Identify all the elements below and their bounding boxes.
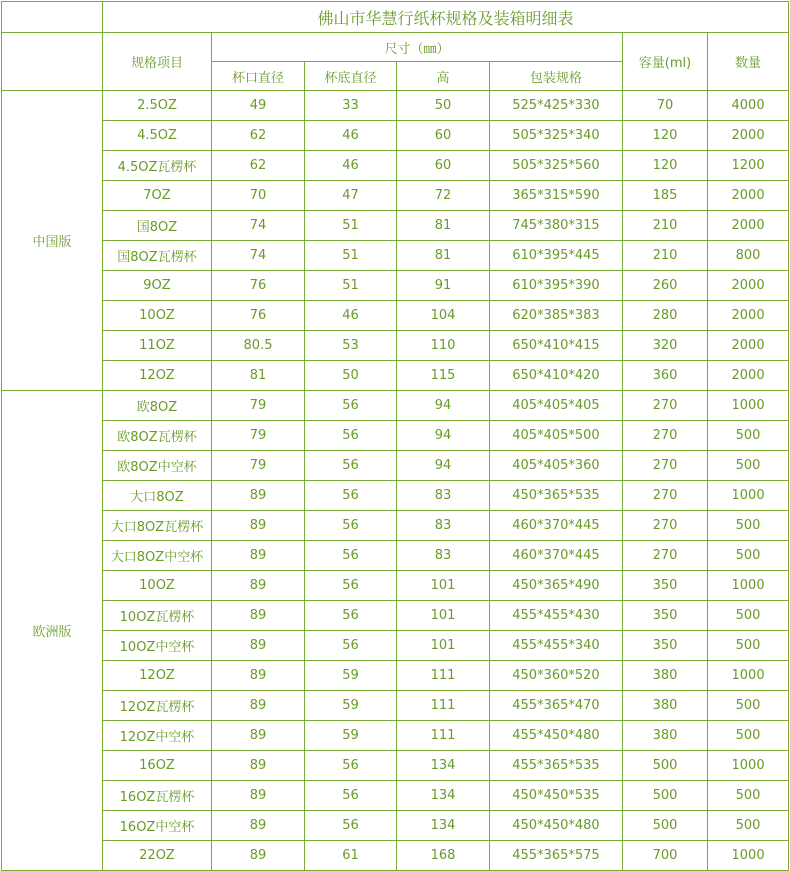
cell-packing: 405*405*500 [490,421,623,451]
cell-spec: 12OZ中空杯 [103,721,212,751]
cell-packing: 650*410*415 [490,331,623,361]
cell-capacity: 500 [623,811,708,841]
cell-bottom-diameter: 61 [305,841,397,871]
cell-height: 91 [397,271,490,301]
cell-quantity: 500 [708,511,789,541]
cell-rim-diameter: 80.5 [212,331,305,361]
table-row [2,271,789,301]
cell-quantity: 800 [708,241,789,271]
cell-rim-diameter: 89 [212,811,305,841]
table-row [2,361,789,391]
cell-quantity: 500 [708,451,789,481]
cell-height: 60 [397,121,490,151]
cell-height: 72 [397,181,490,211]
cell-bottom-diameter: 56 [305,631,397,661]
cell-height: 134 [397,751,490,781]
cell-spec: 国8OZ瓦楞杯 [103,241,212,271]
cell-quantity: 1000 [708,391,789,421]
cell-capacity: 185 [623,181,708,211]
cell-height: 168 [397,841,490,871]
cell-spec: 16OZ瓦楞杯 [103,781,212,811]
cell-bottom-diameter: 51 [305,241,397,271]
cell-capacity: 120 [623,151,708,181]
table-row [2,631,789,661]
cell-height: 83 [397,511,490,541]
corner-cell [2,2,103,33]
cell-spec: 4.5OZ [103,121,212,151]
cell-rim-diameter: 49 [212,91,305,121]
cell-capacity: 380 [623,721,708,751]
cell-spec: 大口8OZ中空杯 [103,541,212,571]
cell-quantity: 2000 [708,211,789,241]
cell-rim-diameter: 89 [212,481,305,511]
cell-packing: 365*315*590 [490,181,623,211]
group-label: 欧洲版 [2,391,103,871]
table-row [2,301,789,331]
cell-bottom-diameter: 56 [305,811,397,841]
header-rim-diameter: 杯口直径 [212,62,305,91]
table-row [2,331,789,361]
table-row [2,691,789,721]
cell-height: 81 [397,241,490,271]
cell-bottom-diameter: 33 [305,91,397,121]
cell-bottom-diameter: 56 [305,571,397,601]
cell-quantity: 4000 [708,91,789,121]
table-row [2,661,789,691]
cell-rim-diameter: 76 [212,301,305,331]
cell-bottom-diameter: 59 [305,661,397,691]
cell-packing: 610*395*445 [490,241,623,271]
cell-rim-diameter: 79 [212,451,305,481]
cell-height: 94 [397,391,490,421]
cell-quantity: 500 [708,631,789,661]
table-row [2,571,789,601]
cell-capacity: 280 [623,301,708,331]
cell-capacity: 270 [623,481,708,511]
cell-capacity: 260 [623,271,708,301]
cell-capacity: 70 [623,91,708,121]
cell-capacity: 270 [623,541,708,571]
cell-height: 101 [397,571,490,601]
header-size-group: 尺寸（㎜） [212,33,623,62]
cell-capacity: 320 [623,331,708,361]
table-row [2,541,789,571]
cell-capacity: 270 [623,511,708,541]
cell-spec: 22OZ [103,841,212,871]
table-row [2,451,789,481]
cell-height: 83 [397,541,490,571]
cell-capacity: 210 [623,211,708,241]
header-spec-item: 规格项目 [103,33,212,91]
cell-packing: 745*380*315 [490,211,623,241]
cell-height: 83 [397,481,490,511]
cell-bottom-diameter: 59 [305,691,397,721]
cell-rim-diameter: 74 [212,241,305,271]
cell-height: 115 [397,361,490,391]
cell-quantity: 500 [708,691,789,721]
cell-spec: 10OZ中空杯 [103,631,212,661]
cell-spec: 欧8OZ瓦楞杯 [103,421,212,451]
table-row [2,151,789,181]
table-row [2,481,789,511]
table-row [2,511,789,541]
cell-rim-diameter: 89 [212,721,305,751]
cell-bottom-diameter: 51 [305,271,397,301]
table-row [2,391,789,421]
cell-spec: 11OZ [103,331,212,361]
cell-capacity: 270 [623,421,708,451]
cell-capacity: 120 [623,121,708,151]
cell-packing: 455*365*575 [490,841,623,871]
cell-quantity: 1200 [708,151,789,181]
cell-height: 101 [397,601,490,631]
cell-bottom-diameter: 59 [305,721,397,751]
cell-height: 111 [397,721,490,751]
table-row [2,841,789,871]
cell-quantity: 500 [708,601,789,631]
cell-spec: 7OZ [103,181,212,211]
cell-rim-diameter: 81 [212,361,305,391]
cell-capacity: 700 [623,841,708,871]
cell-bottom-diameter: 56 [305,511,397,541]
table-row [2,181,789,211]
table-row [2,751,789,781]
cell-spec: 12OZ瓦楞杯 [103,691,212,721]
cell-capacity: 210 [623,241,708,271]
cell-bottom-diameter: 56 [305,391,397,421]
cell-height: 134 [397,781,490,811]
cell-bottom-diameter: 56 [305,421,397,451]
header-capacity: 容量(ml) [623,33,708,91]
cell-height: 50 [397,91,490,121]
cell-quantity: 2000 [708,331,789,361]
cell-spec: 2.5OZ [103,91,212,121]
table-row [2,211,789,241]
cell-height: 111 [397,661,490,691]
cell-packing: 460*370*445 [490,541,623,571]
table-row [2,781,789,811]
cell-quantity: 1000 [708,481,789,511]
cell-rim-diameter: 62 [212,121,305,151]
cell-rim-diameter: 89 [212,661,305,691]
cell-spec: 12OZ [103,661,212,691]
cell-rim-diameter: 89 [212,541,305,571]
table-row [2,421,789,451]
table-row [2,241,789,271]
cell-spec: 欧8OZ中空杯 [103,451,212,481]
cell-packing: 620*385*383 [490,301,623,331]
table-row [2,601,789,631]
cell-capacity: 350 [623,571,708,601]
cell-packing: 455*455*430 [490,601,623,631]
cell-rim-diameter: 89 [212,511,305,541]
header-packing: 包装规格 [490,62,623,91]
cell-quantity: 2000 [708,181,789,211]
cell-capacity: 350 [623,631,708,661]
table-title: 佛山市华慧行纸杯规格及装箱明细表 [103,2,789,33]
cell-spec: 4.5OZ瓦楞杯 [103,151,212,181]
cell-height: 94 [397,421,490,451]
cell-bottom-diameter: 46 [305,301,397,331]
cell-quantity: 500 [708,421,789,451]
cell-bottom-diameter: 51 [305,211,397,241]
cell-spec: 国8OZ [103,211,212,241]
cell-rim-diameter: 62 [212,151,305,181]
cell-bottom-diameter: 56 [305,781,397,811]
cell-capacity: 270 [623,391,708,421]
cell-spec: 12OZ [103,361,212,391]
cell-height: 81 [397,211,490,241]
cell-packing: 450*450*535 [490,781,623,811]
cell-rim-diameter: 79 [212,421,305,451]
cell-packing: 455*450*480 [490,721,623,751]
cell-height: 101 [397,631,490,661]
cell-bottom-diameter: 53 [305,331,397,361]
cell-bottom-diameter: 56 [305,541,397,571]
cell-rim-diameter: 89 [212,631,305,661]
cell-height: 110 [397,331,490,361]
cell-rim-diameter: 89 [212,751,305,781]
cell-quantity: 500 [708,721,789,751]
cell-quantity: 500 [708,541,789,571]
cell-capacity: 360 [623,361,708,391]
cell-rim-diameter: 70 [212,181,305,211]
cell-bottom-diameter: 50 [305,361,397,391]
cell-rim-diameter: 89 [212,691,305,721]
spec-table [1,1,789,871]
cell-bottom-diameter: 46 [305,151,397,181]
table-row [2,121,789,151]
cell-quantity: 1000 [708,841,789,871]
cell-quantity: 1000 [708,571,789,601]
cell-quantity: 2000 [708,361,789,391]
cell-packing: 450*450*480 [490,811,623,841]
cell-quantity: 1000 [708,661,789,691]
group-header-cell [2,33,103,91]
cell-packing: 610*395*390 [490,271,623,301]
cell-spec: 大口8OZ [103,481,212,511]
cell-packing: 505*325*340 [490,121,623,151]
cell-bottom-diameter: 56 [305,601,397,631]
cell-height: 60 [397,151,490,181]
cell-bottom-diameter: 46 [305,121,397,151]
cell-packing: 450*365*535 [490,481,623,511]
cell-spec: 16OZ [103,751,212,781]
cell-bottom-diameter: 47 [305,181,397,211]
cell-bottom-diameter: 56 [305,481,397,511]
cell-spec: 16OZ中空杯 [103,811,212,841]
cell-rim-diameter: 89 [212,601,305,631]
cell-spec: 9OZ [103,271,212,301]
cell-packing: 455*365*535 [490,751,623,781]
cell-packing: 525*425*330 [490,91,623,121]
cell-rim-diameter: 76 [212,271,305,301]
cell-packing: 455*455*340 [490,631,623,661]
cell-height: 94 [397,451,490,481]
cell-capacity: 270 [623,451,708,481]
cell-bottom-diameter: 56 [305,451,397,481]
cell-packing: 650*410*420 [490,361,623,391]
cell-height: 134 [397,811,490,841]
cell-quantity: 500 [708,781,789,811]
cell-quantity: 2000 [708,271,789,301]
cell-packing: 455*365*470 [490,691,623,721]
cell-packing: 405*405*405 [490,391,623,421]
table-row [2,811,789,841]
cell-capacity: 380 [623,691,708,721]
header-quantity: 数量 [708,33,789,91]
cell-packing: 505*325*560 [490,151,623,181]
cell-capacity: 380 [623,661,708,691]
cell-quantity: 500 [708,811,789,841]
cell-spec: 10OZ [103,301,212,331]
cell-packing: 450*360*520 [490,661,623,691]
cell-rim-diameter: 74 [212,211,305,241]
cell-capacity: 350 [623,601,708,631]
cell-rim-diameter: 79 [212,391,305,421]
cell-spec: 10OZ [103,571,212,601]
cell-packing: 460*370*445 [490,511,623,541]
header-bottom-diameter: 杯底直径 [305,62,397,91]
table-row [2,721,789,751]
cell-spec: 大口8OZ瓦楞杯 [103,511,212,541]
cell-bottom-diameter: 56 [305,751,397,781]
cell-rim-diameter: 89 [212,571,305,601]
cell-spec: 10OZ瓦楞杯 [103,601,212,631]
header-height: 高 [397,62,490,91]
cell-packing: 405*405*360 [490,451,623,481]
cell-rim-diameter: 89 [212,781,305,811]
cell-quantity: 1000 [708,751,789,781]
cell-packing: 450*365*490 [490,571,623,601]
cell-height: 104 [397,301,490,331]
cell-quantity: 2000 [708,301,789,331]
cell-quantity: 2000 [708,121,789,151]
cell-capacity: 500 [623,751,708,781]
group-label: 中国版 [2,91,103,391]
cell-rim-diameter: 89 [212,841,305,871]
cell-spec: 欧8OZ [103,391,212,421]
cell-height: 111 [397,691,490,721]
cell-capacity: 500 [623,781,708,811]
table-row [2,91,789,121]
